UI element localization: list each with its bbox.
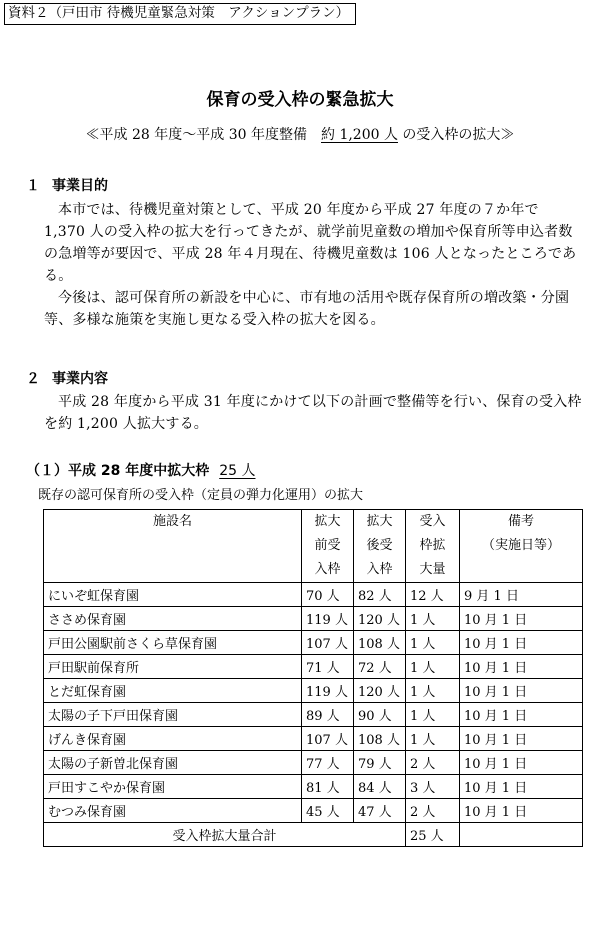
facility-name: とだ虹保育園 — [44, 679, 302, 703]
capacity-before: 81 人 — [302, 775, 354, 799]
subsection-description: 既存の認可保育所の受入枠（定員の弾力化運用）の拡大 — [38, 488, 364, 503]
table-row — [44, 751, 583, 775]
capacity-after: 82 人 — [354, 583, 406, 607]
section2-heading — [26, 368, 108, 390]
facility-name: げんき保育園 — [44, 727, 302, 751]
remarks: 10 月 1 日 — [460, 679, 583, 703]
table-row — [44, 775, 583, 799]
capacity-before: 119 人 — [302, 607, 354, 631]
facility-table — [43, 509, 583, 847]
table-row — [44, 607, 583, 631]
capacity-before: 70 人 — [302, 583, 354, 607]
capacity-after: 108 人 — [354, 631, 406, 655]
table-row — [44, 679, 583, 703]
capacity-before: 77 人 — [302, 751, 354, 775]
capacity-before: 71 人 — [302, 655, 354, 679]
capacity-after: 79 人 — [354, 751, 406, 775]
remarks: 10 月 1 日 — [460, 775, 583, 799]
capacity-increase: 1 人 — [406, 655, 460, 679]
capacity-increase: 3 人 — [406, 775, 460, 799]
remarks: 10 月 1 日 — [460, 631, 583, 655]
section1-title: 事業目的 — [52, 178, 108, 194]
remarks: 10 月 1 日 — [460, 751, 583, 775]
capacity-before: 45 人 — [302, 799, 354, 823]
capacity-increase: 1 人 — [406, 703, 460, 727]
capacity-after: 108 人 — [354, 727, 406, 751]
facility-name: 太陽の子新曽北保育園 — [44, 751, 302, 775]
capacity-after: 72 人 — [354, 655, 406, 679]
header-before: 拡大 前受 入枠 — [302, 510, 354, 583]
capacity-before: 107 人 — [302, 631, 354, 655]
section1-number: １ — [26, 178, 40, 194]
section2-number: ２ — [26, 371, 40, 387]
remarks: 10 月 1 日 — [460, 727, 583, 751]
capacity-increase: 2 人 — [406, 799, 460, 823]
capacity-increase: 1 人 — [406, 679, 460, 703]
capacity-increase: 1 人 — [406, 607, 460, 631]
table-row — [44, 583, 583, 607]
facility-name: 戸田すこやか保育園 — [44, 775, 302, 799]
remarks: 10 月 1 日 — [460, 799, 583, 823]
capacity-before: 107 人 — [302, 727, 354, 751]
subsection-amount: 25 人 — [219, 463, 256, 479]
remarks: 10 月 1 日 — [460, 655, 583, 679]
table-total-row — [44, 823, 583, 847]
table-row — [44, 631, 583, 655]
facility-name: ささめ保育園 — [44, 607, 302, 631]
facility-name: 戸田駅前保育所 — [44, 655, 302, 679]
section1-paragraph: 本市では、待機児童対策として、平成 20 年度から平成 27 年度の７か年で 1,370 人の受入枠の拡大を行ってきたが、就学前児童数の増加や保育所等申込者数の急増等が要因で、平成 28 年４月現在、待機児童数は 106 人となったところである。 — [44, 202, 577, 284]
header-facility: 施設名 — [44, 510, 302, 583]
table-row — [44, 655, 583, 679]
header-remarks: 備考 （実施日等） — [460, 510, 583, 583]
capacity-increase: 1 人 — [406, 631, 460, 655]
total-value: 25 人 — [406, 823, 460, 847]
remarks: 9 月 1 日 — [460, 583, 583, 607]
capacity-before: 119 人 — [302, 679, 354, 703]
capacity-after: 120 人 — [354, 607, 406, 631]
capacity-increase: 1 人 — [406, 727, 460, 751]
section2-paragraph: 平成 28 年度から平成 31 年度にかけて以下の計画で整備等を行い、保育の受入枠を約 1,200 人拡大する。 — [44, 394, 582, 432]
capacity-increase: 12 人 — [406, 583, 460, 607]
header-increase: 受入 枠拡 大量 — [406, 510, 460, 583]
remarks: 10 月 1 日 — [460, 607, 583, 631]
section2-title: 事業内容 — [52, 371, 108, 387]
subtitle-before: ≪平成 28 年度～平成 30 年度整備 — [85, 127, 321, 143]
header-after: 拡大 後受 入枠 — [354, 510, 406, 583]
capacity-increase: 2 人 — [406, 751, 460, 775]
table-row — [44, 703, 583, 727]
subtitle-after: の受入枠の拡大≫ — [397, 127, 515, 143]
facility-name: 太陽の子下戸田保育園 — [44, 703, 302, 727]
section2-body — [44, 391, 584, 435]
subsection-title: （１）平成 28 年度中拡大枠 — [26, 463, 210, 479]
facility-name: むつみ保育園 — [44, 799, 302, 823]
document-header-label: 資料２（戸田市 待機児童緊急対策 アクションプラン） — [4, 3, 356, 25]
table-row — [44, 799, 583, 823]
subsection-heading — [26, 460, 256, 482]
total-label: 受入枠拡大量合計 — [44, 823, 406, 847]
capacity-after: 120 人 — [354, 679, 406, 703]
capacity-after: 90 人 — [354, 703, 406, 727]
table-header-row — [44, 510, 583, 583]
capacity-after: 84 人 — [354, 775, 406, 799]
page-subtitle — [0, 124, 600, 146]
remarks: 10 月 1 日 — [460, 703, 583, 727]
facility-name: 戸田公園駅前さくら草保育園 — [44, 631, 302, 655]
total-remarks-empty — [460, 823, 583, 847]
facility-name: にいぞ虹保育園 — [44, 583, 302, 607]
capacity-before: 89 人 — [302, 703, 354, 727]
capacity-after: 47 人 — [354, 799, 406, 823]
page-title: 保育の受入枠の緊急拡大 — [206, 90, 394, 110]
table-row — [44, 727, 583, 751]
section1-heading — [26, 175, 108, 197]
section1-paragraph: 今後は、認可保育所の新設を中心に、市有地の活用や既存保育所の増改築・分園等、多様な施策を実施し更なる受入枠の拡大を図る。 — [44, 290, 570, 328]
section1-body — [44, 199, 584, 331]
subtitle-emphasis: 約 1,200 人 — [321, 127, 398, 143]
